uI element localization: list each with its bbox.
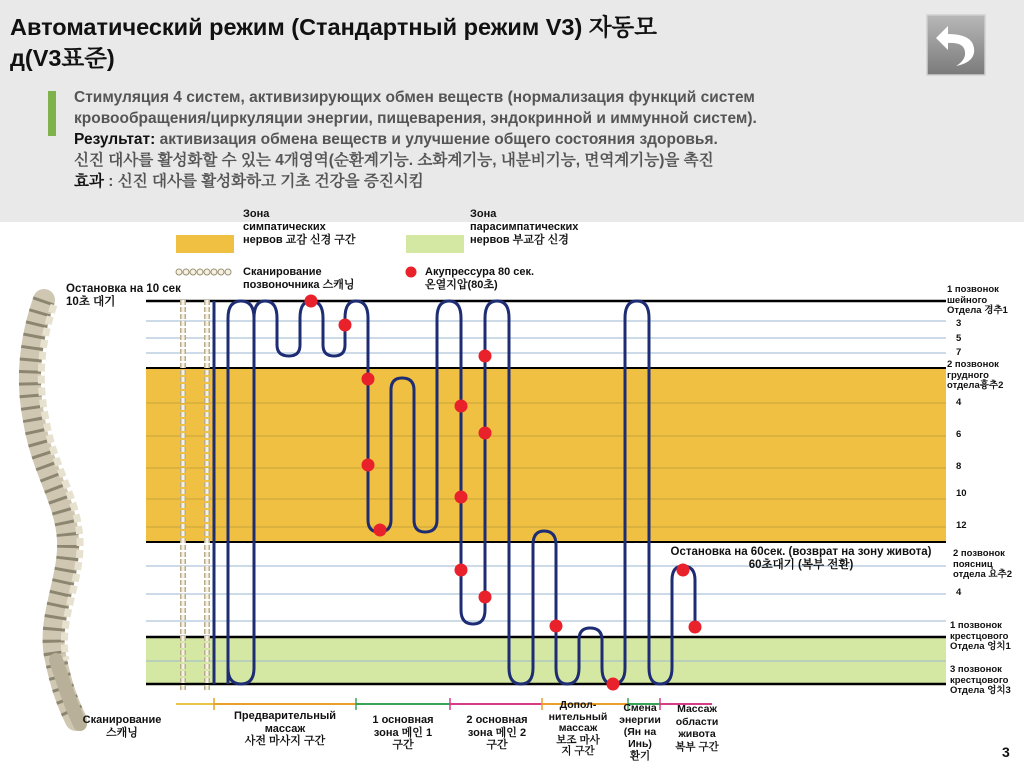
- legend-sympathetic-label: Зона симпатических нервов 교감 신경 구간: [243, 208, 356, 246]
- vertebra-lumbar2-label: 2 позвонок поясниц отдела 요추2: [953, 548, 1013, 580]
- legend-sympathetic-swatch: [176, 235, 234, 253]
- legend-acupressure-label: Акупрессура 80 сек. 온열지압(80초): [425, 266, 535, 291]
- section-abdomen-label: Массаж области живота 복부 구간: [675, 703, 719, 753]
- vertebra-cervical1-label: 1 позвонок шейного Отдела 경추1: [947, 284, 1008, 316]
- vertebra-c7-label: 7: [956, 347, 962, 358]
- vertebra-sacral1-label: 1 позвонок крестцового Отдела 엉치1: [950, 620, 1011, 652]
- vertebra-c3-label: 3: [956, 318, 962, 329]
- legend-parasympathetic-swatch: [406, 235, 464, 253]
- vertebra-t4-label: 4: [956, 397, 962, 408]
- desc-line-1: Стимуляция 4 систем, активизирующих обмен веществ (нормализация функций систем: [74, 89, 755, 106]
- stop-10-annotation: Остановка на 10 сек 10초 대기: [66, 283, 181, 308]
- korean-effect-label: 효과: [74, 173, 104, 190]
- page-title: Автоматический режим (Стандартный режим V3) 자동모 д(V3표준): [10, 14, 657, 71]
- section-main1-label: 1 основная зона 메인 1 구간: [372, 714, 434, 751]
- vertebra-t6-label: 6: [956, 429, 962, 440]
- vertebra-c5-label: 5: [956, 333, 962, 344]
- spine-illustration: [30, 300, 80, 724]
- korean-effect-text: : 신진 대사를 활성화하고 기초 건강을 증진시킴: [103, 173, 424, 190]
- result-label: Результат:: [74, 131, 156, 148]
- section-energy-label: Смена энергии (Ян на Инь) 환기: [619, 702, 661, 762]
- korean-line: 신진 대사를 활성화할 수 있는 4개영역(순환계기능. 소화계기능, 내분비기능, 면역계기능)을 촉진: [74, 152, 714, 169]
- vertebra-t10-label: 10: [956, 488, 967, 499]
- vertebra-t12-label: 12: [956, 520, 967, 531]
- vertebra-l4-label: 4: [956, 587, 962, 598]
- page-number: 3: [1002, 744, 1010, 760]
- section-preliminary-label: Предварительный массаж 사전 마사지 구간: [234, 710, 336, 747]
- legend-scanning-label: Сканирование позвоночника 스캐닝: [243, 266, 355, 291]
- section-additional-label: Допол- нительный массаж 보조 마사 지 구간: [548, 699, 608, 757]
- legend-acupressure-dot: [406, 267, 417, 278]
- legend-parasympathetic-label: Зона парасимпатических нервов 부교감 신경: [470, 208, 579, 246]
- result-text: активизация обмена веществ и улучшение общего состояния здоровья.: [155, 131, 718, 148]
- desc-line-2: кровообращения/циркуляции энергии, пищеварения, эндокринной и иммунной систем).: [74, 110, 757, 127]
- vertebra-sacral3-label: 3 позвонок крестцового Отдела 엉치3: [950, 664, 1011, 696]
- vertebra-thoracic2-label: 2 позвонок грудного отдела흉추2: [947, 359, 1004, 391]
- sympathetic-zone-band: [146, 368, 946, 542]
- legend-scanning-icon: [176, 269, 231, 275]
- vertebra-t8-label: 8: [956, 461, 962, 472]
- section-main2-label: 2 основная зона 메인 2 구간: [466, 714, 528, 751]
- section-scanning-label: Сканирование 스캐닝: [82, 714, 162, 739]
- stop-60-annotation: Остановка на 60сек. (возврат на зону живота) 60초대기 (복부 전환): [670, 546, 932, 571]
